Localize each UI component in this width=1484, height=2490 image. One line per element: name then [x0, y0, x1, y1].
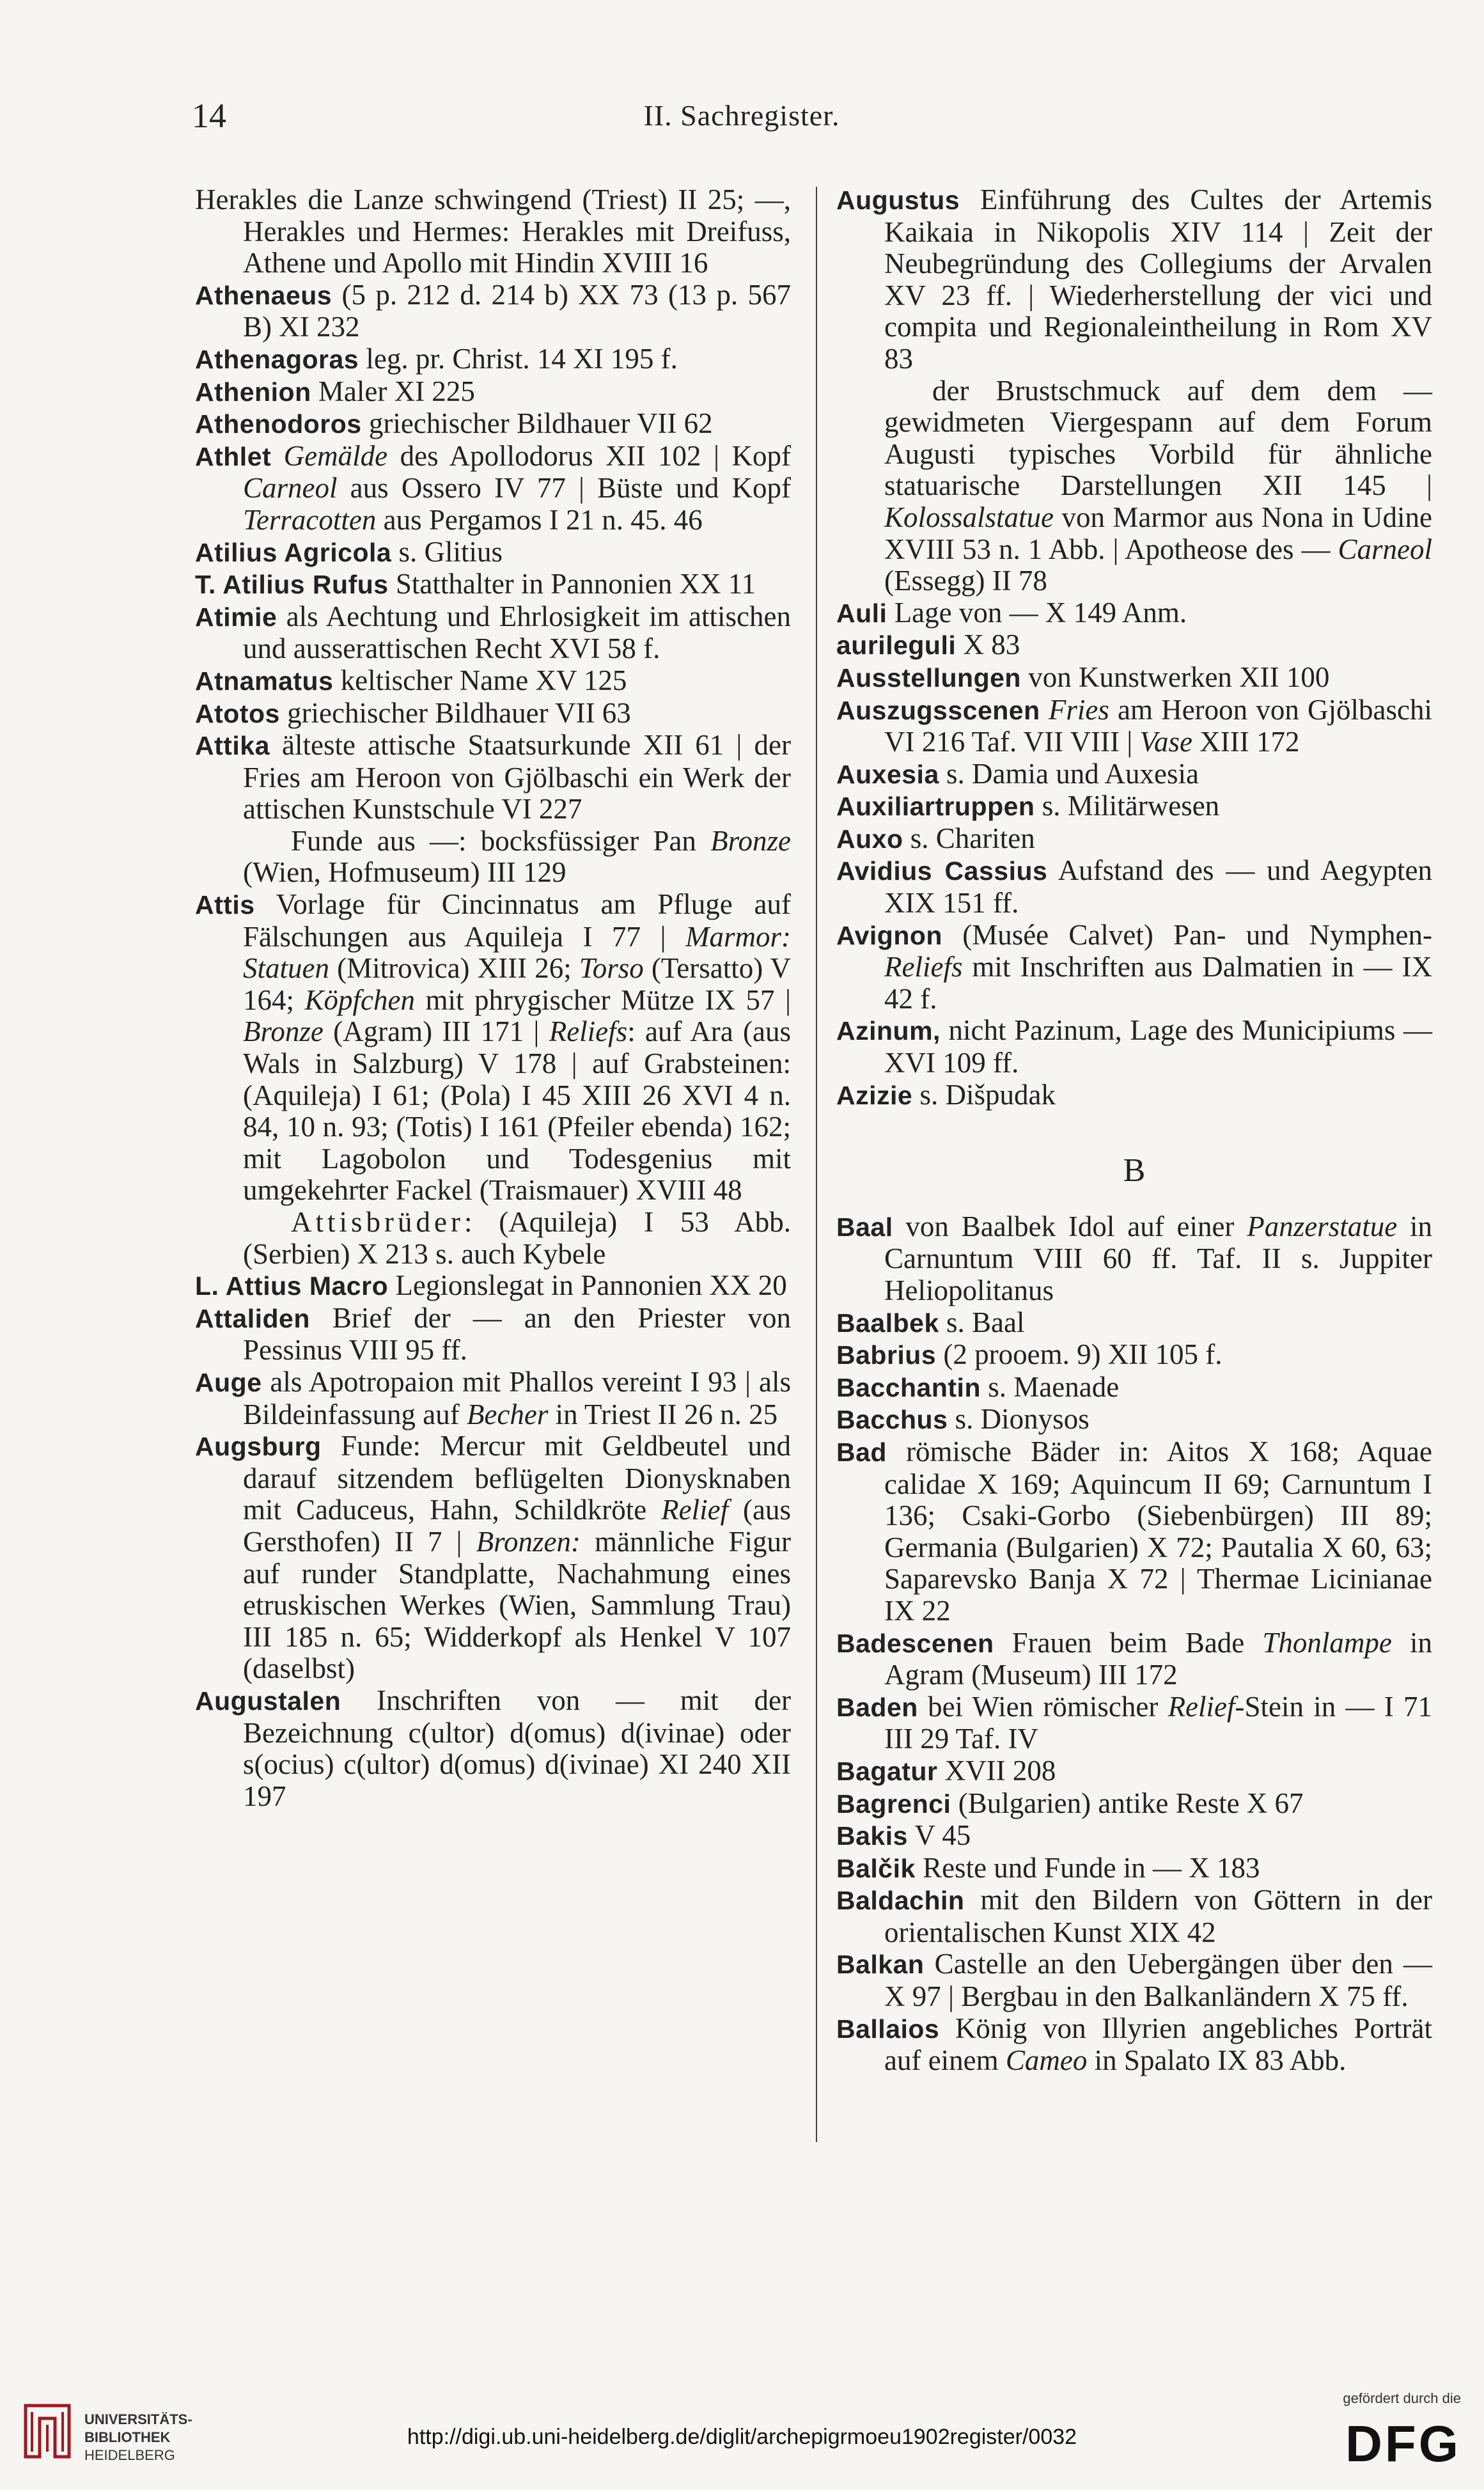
index-entry: [195, 408, 791, 441]
index-lemma: Ausstellungen: [836, 662, 1021, 693]
entry-text: Frauen beim Bade: [1011, 1626, 1263, 1659]
entry-text: (Musée Calvet) Pan- und Nymphen-: [962, 918, 1432, 951]
index-lemma: Atnamatus: [195, 666, 334, 696]
index-entry: [195, 536, 791, 569]
dfg-funding-logo[interactable]: [1314, 2390, 1461, 2480]
entry-text: X 83: [963, 629, 1020, 661]
italic-term: Cameo: [1005, 2044, 1088, 2077]
entry-text: Funde: Mercur mit Geldbeutel und darauf sitzendem beflügelten Dionysknaben mit Caduceus, Hahn, Schildkröte: [243, 1430, 791, 1526]
italic-term: Panzerstatue: [1247, 1210, 1398, 1242]
running-head: II. Sachregister.: [643, 99, 840, 132]
index-entry: [836, 1948, 1432, 2012]
index-entry: [195, 376, 791, 409]
entry-text: (Agram) III 171 |: [323, 1015, 549, 1048]
index-column-right: [836, 184, 1432, 2077]
index-lemma: Baden: [836, 1692, 918, 1722]
index-lemma: Atimie: [195, 602, 277, 632]
italic-term: Marmor: Statuen: [243, 920, 791, 985]
italic-term: Kolossalstatue: [884, 501, 1054, 533]
entry-text: s. Dionysos: [955, 1403, 1090, 1436]
source-url-link[interactable]: http://digi.ub.uni-heidelberg.de/diglit/archepigrmoeu1902register/0032: [407, 2425, 1077, 2449]
entry-text: römische Bäder in: Aitos X 168; Aquae calidae X 169; Aquincum II 69; Carnuntum I 136; Csaki-Gorbo (Siebenbürgen) III 89; Germania (Bulgarien) X 72; Pautalia X 60, 63; Saparevsko Banja X 72 | Thermae Licinianae IX 22: [884, 1435, 1432, 1627]
entry-text: -Stein in — I 71 III 29 Taf. IV: [884, 1690, 1432, 1755]
index-entry: [195, 441, 791, 536]
index-lemma: Auxo: [836, 824, 903, 854]
index-lemma: Bacchantin: [836, 1372, 981, 1402]
index-lemma: Athlet: [195, 441, 272, 471]
index-lemma: Auxesia: [836, 759, 939, 789]
index-entry: [836, 1820, 1432, 1852]
index-lemma: Augustalen: [195, 1686, 341, 1716]
italic-term: Bronze: [710, 824, 791, 857]
entry-text: am Heroon von Gjölbaschi VI 216 Taf. VII VIII |: [884, 693, 1432, 758]
entry-text: von Kunstwerken XII 100: [1028, 661, 1330, 693]
entry-text: (Mitrovica) XIII 26;: [329, 952, 579, 985]
entry-text: Lage von — X 149 Anm.: [894, 596, 1187, 629]
index-lemma: Attis: [195, 890, 255, 920]
index-lemma: Azizie: [836, 1080, 913, 1110]
italic-term: Vase: [1139, 726, 1193, 758]
index-entry: [836, 662, 1432, 694]
index-lemma: Auli: [836, 598, 887, 628]
italic-term: Reliefs: [549, 1015, 628, 1048]
italic-term: Bronzen:: [476, 1525, 581, 1558]
column-divider: [816, 187, 817, 2142]
index-entry: [836, 1884, 1432, 1948]
page-footer: [0, 2366, 1484, 2490]
index-lemma: Bacchus: [836, 1405, 948, 1435]
index-entry: [836, 1339, 1432, 1372]
index-entry: [836, 1755, 1432, 1788]
index-entry: [195, 1303, 791, 1366]
entry-text: in Carnuntum VIII 60 ff. Taf. II s. Juppiter Heliopolitanus: [884, 1210, 1432, 1306]
index-lemma: Bagatur: [836, 1756, 938, 1786]
italic-term: Relief: [1168, 1690, 1235, 1723]
entry-text: mit den Bildern von Göttern in der orientalischen Kunst XIX 42: [884, 1884, 1432, 1948]
entry-text: s. Dišpudak: [919, 1078, 1056, 1111]
entry-text: Herakles die Lanze schwingend (Triest) II 25; —, Herakles und Hermes: Herakles mit Dreifuss, Athene und Apollo mit Hindin XVIII 16: [195, 184, 791, 279]
entry-text: Reste und Funde in — X 183: [923, 1851, 1260, 1884]
entry-text: in Spalato IX 83 Abb.: [1087, 2044, 1347, 2077]
entry-text: Brief der — an den Priester von Pessinus VIII 95 ff.: [243, 1301, 792, 1366]
index-lemma: aurileguli: [836, 630, 957, 661]
entry-text: männliche Figur auf runder Standplatte, Nachahmung eines etruskischen Werkes (Wien, Sammlung Trau) III 185 n. 65; Widderkopf als Henkel V 107 (daselbst): [243, 1525, 791, 1685]
index-lemma: Atilius Agricola: [195, 537, 392, 567]
entry-text: : (Aquileja) I 53 Abb. (Serbien) X 213 s. auch Kybele: [243, 1206, 791, 1270]
index-lemma: Avidius Cassius: [836, 856, 1048, 886]
index-lemma: Augsburg: [195, 1432, 322, 1462]
index-entry: [836, 1691, 1432, 1755]
index-entry: [195, 730, 791, 826]
index-lemma: Athenaeus: [195, 280, 332, 310]
dfg-logo-text: DFG: [1345, 2415, 1461, 2472]
index-entry: [836, 1788, 1432, 1821]
entry-text: mit phrygischer Mütze IX 57 |: [415, 983, 791, 1016]
index-lemma: Baldachin: [836, 1886, 965, 1916]
index-subentry: [195, 826, 791, 889]
index-subentry: [836, 375, 1432, 597]
italic-term: Fries: [1048, 693, 1109, 726]
index-entry: [195, 343, 791, 376]
index-lemma: Augustus: [836, 185, 960, 215]
entry-text: bei Wien römischer: [928, 1690, 1168, 1723]
entry-text: des Apollodorus XII 102 | Kopf: [387, 439, 792, 472]
entry-text: in Triest II 26 n. 25: [548, 1398, 778, 1430]
index-lemma: Auge: [195, 1367, 262, 1397]
entry-text: mit Inschriften aus Dalmatien in — IX 42 f.: [884, 951, 1432, 1015]
entry-text: keltischer Name XV 125: [340, 664, 627, 696]
entry-text: in Agram (Museum) III 172: [884, 1626, 1432, 1691]
index-lemma: Attaliden: [195, 1303, 310, 1333]
index-entry: [836, 2013, 1432, 2077]
index-entry: [195, 698, 791, 730]
entry-text: Attisbrüder: [291, 1206, 464, 1238]
index-lemma: Bakis: [836, 1821, 908, 1851]
index-entry: [836, 1307, 1432, 1340]
entry-text: Maler XI 225: [318, 375, 475, 407]
funding-caption: gefördert durch die: [1343, 2390, 1461, 2406]
entry-text: aus Ossero IV 77 | Büste und Kopf: [337, 472, 791, 505]
entry-text: Funde aus —: bocksfüssiger Pan: [291, 824, 711, 857]
index-lemma: Auszugsscenen: [836, 695, 1040, 725]
italic-term: Becher: [466, 1398, 549, 1430]
entry-text: griechischer Bildhauer VII 62: [368, 407, 713, 440]
entry-text: Inschriften von — mit der Bezeichnung c(ultor) d(omus) d(ivinae) oder s(ocius) c(ultor) d(omus) d(ivinae) XI 240 XII 197: [243, 1684, 792, 1812]
entry-text: aus Pergamos I 21 n. 45. 46: [376, 503, 703, 536]
italic-term: Carneol: [243, 472, 338, 505]
entry-text: Legionslegat in Pannonien XX 20: [395, 1269, 787, 1302]
index-lemma: Athenagoras: [195, 344, 359, 374]
index-entry: [195, 279, 791, 343]
index-entry: [836, 1436, 1432, 1627]
index-entry: [836, 1372, 1432, 1404]
index-entry: [836, 694, 1432, 758]
index-lemma: Azinum,: [836, 1016, 941, 1046]
index-lemma: Balkan: [836, 1950, 925, 1980]
italic-term: Torso: [579, 952, 644, 985]
entry-text: von Marmor aus Nona in Udine XVIII 53 n. 1 Abb. | Apotheose des —: [884, 501, 1432, 565]
entry-text: s. Damia und Auxesia: [946, 757, 1199, 790]
italic-term: Gemälde: [283, 439, 388, 472]
index-lemma: Bad: [836, 1437, 887, 1467]
index-entry: [836, 1627, 1432, 1691]
entry-text: XVII 208: [944, 1754, 1056, 1787]
entry-text: s. Baal: [946, 1306, 1025, 1338]
index-lemma: Atotos: [195, 698, 280, 728]
entry-text: s. Militärwesen: [1042, 790, 1220, 822]
entry-text: Statthalter in Pannonien XX 11: [395, 568, 756, 600]
index-entry: [836, 184, 1432, 375]
index-lemma: Baal: [836, 1212, 893, 1242]
entry-text: Einführung des Cultes der Artemis Kaikaia in Nikopolis XIV 114 | Zeit der Neubegründung des Collegiums der Arvalen XV 23 ff. | Wiederherstellung der vici und compita und Regionaleintheilung in Rom XV 83: [884, 184, 1432, 375]
index-lemma: Babrius: [836, 1340, 937, 1370]
index-entry: [195, 665, 791, 698]
index-lemma: Attika: [195, 731, 270, 761]
page-number: 14: [192, 97, 226, 135]
entry-text: s. Chariten: [910, 822, 1035, 854]
entry-text: griechischer Bildhauer VII 63: [287, 696, 631, 729]
index-lemma: Auxiliartruppen: [836, 792, 1035, 822]
index-entry: [195, 568, 791, 601]
entry-text: als Aechtung und Ehrlosigkeit im attischen und ausserattischen Recht XVI 58 f.: [243, 600, 791, 665]
page-header: [192, 96, 1292, 141]
index-lemma: L. Attius Macro: [195, 1271, 389, 1301]
index-column-left: [195, 184, 791, 1812]
index-lemma: Bagrenci: [836, 1789, 951, 1819]
index-entry: [195, 601, 791, 665]
index-entry: [836, 597, 1432, 630]
index-entry: [836, 1852, 1432, 1885]
italic-term: Relief: [661, 1494, 729, 1526]
italic-term: Carneol: [1338, 533, 1432, 565]
index-entry: [836, 790, 1432, 823]
entry-text: (Wien, Hofmuseum) III 129: [243, 856, 566, 889]
entry-text: (Bulgarien) antike Reste X 67: [958, 1787, 1304, 1819]
italic-term: Bronze: [243, 1015, 324, 1048]
italic-term: Reliefs: [884, 951, 963, 983]
index-lemma: Avignon: [836, 920, 942, 950]
index-entry: [195, 1366, 791, 1430]
index-entry: [195, 1270, 791, 1303]
entry-text: V 45: [914, 1819, 971, 1852]
index-lemma: Badescenen: [836, 1628, 994, 1658]
index-entry: [195, 184, 791, 279]
entry-text: (Tersatto) V 164;: [243, 952, 791, 1016]
index-entry: [836, 1015, 1432, 1079]
index-lemma: Athenodoros: [195, 409, 362, 439]
entry-text: : auf Ara (aus Wals in Salzburg) V 178 | auf Grabsteinen: (Aquileja) I 61; (Pola) I 45 XIII 26 XVI 4 n. 84, 10 n. 93; (Totis) I 161 (Pfeiler ebenda) 162; mit Lagobolon und Todesgenius mit umgekehrter Fackel (Traismauer) XVIII 48: [243, 1015, 791, 1207]
index-entry: [195, 1430, 791, 1685]
italic-term: Köpfchen: [304, 983, 415, 1016]
entry-text: nicht Pazinum, Lage des Municipiums — XVI 109 ff.: [884, 1014, 1432, 1079]
entry-text: König von Illyrien angebliches Porträt auf einem: [884, 2012, 1432, 2077]
index-entry: [836, 1211, 1432, 1307]
entry-text: Aufstand des — und Aegypten XIX 151 ff.: [884, 854, 1432, 920]
index-entry: [195, 1685, 791, 1812]
index-entry: [836, 920, 1432, 1015]
italic-term: Terracotten: [243, 503, 377, 536]
entry-text: (aus Gersthofen) II 7 |: [243, 1494, 791, 1558]
entry-text: als Apotropaion mit Phallos vereint I 93 | als Bildeinfassung auf: [243, 1365, 791, 1430]
entry-text: der Brustschmuck auf dem dem — gewidmeten Viergespann auf dem Forum Augusti typisches Vorbild für ähnliche statuarische Darstellungen XII 145 |: [884, 374, 1432, 502]
italic-term: Thonlampe: [1262, 1626, 1392, 1659]
entry-text: (5 p. 212 d. 214 b) XX 73 (13 p. 567 B) XI 232: [243, 278, 792, 343]
entry-text: s. Maenade: [988, 1370, 1120, 1403]
entry-text: leg. pr. Christ. 14 XI 195 f.: [366, 342, 678, 375]
index-lemma: Athenion: [195, 377, 311, 407]
index-entry: [836, 855, 1432, 919]
index-lemma: Balčik: [836, 1853, 916, 1883]
index-entry: [195, 889, 791, 1207]
section-letter: B: [1123, 1152, 1146, 1189]
library-name: UNIVERSITÄTS- BIBLIOTHEK HEIDELBERG: [84, 2411, 192, 2463]
index-lemma: T. Atilius Rufus: [195, 570, 389, 600]
entry-text: Vorlage für Cincinnatus am Pfluge auf Fälschungen aus Aquileja I 77 |: [243, 888, 791, 953]
entry-text: s. Glitius: [398, 535, 503, 568]
index-subentry: [195, 1207, 791, 1270]
index-lemma: Baalbek: [836, 1308, 939, 1338]
entry-text: (2 prooem. 9) XII 105 f.: [943, 1338, 1222, 1371]
index-entry: [836, 758, 1432, 791]
entry-text: älteste attische Staatsurkunde XII 61 | der Fries am Heroon von Gjölbaschi ein Werk der attischen Kunstschule VI 227: [243, 729, 792, 826]
entry-text: XIII 172: [1192, 726, 1300, 758]
index-entry: [836, 1079, 1432, 1112]
index-entry: [836, 823, 1432, 856]
index-lemma: Ballaios: [836, 2014, 940, 2044]
entry-text: von Baalbek Idol auf einer: [905, 1210, 1247, 1242]
entry-text: Castelle an den Uebergängen über den — X 97 | Bergbau in den Balkanländern X 75 ff.: [884, 1948, 1432, 2013]
entry-text: (Essegg) II 78: [884, 565, 1047, 597]
index-entry: [836, 1404, 1432, 1436]
index-entry: [836, 629, 1432, 662]
